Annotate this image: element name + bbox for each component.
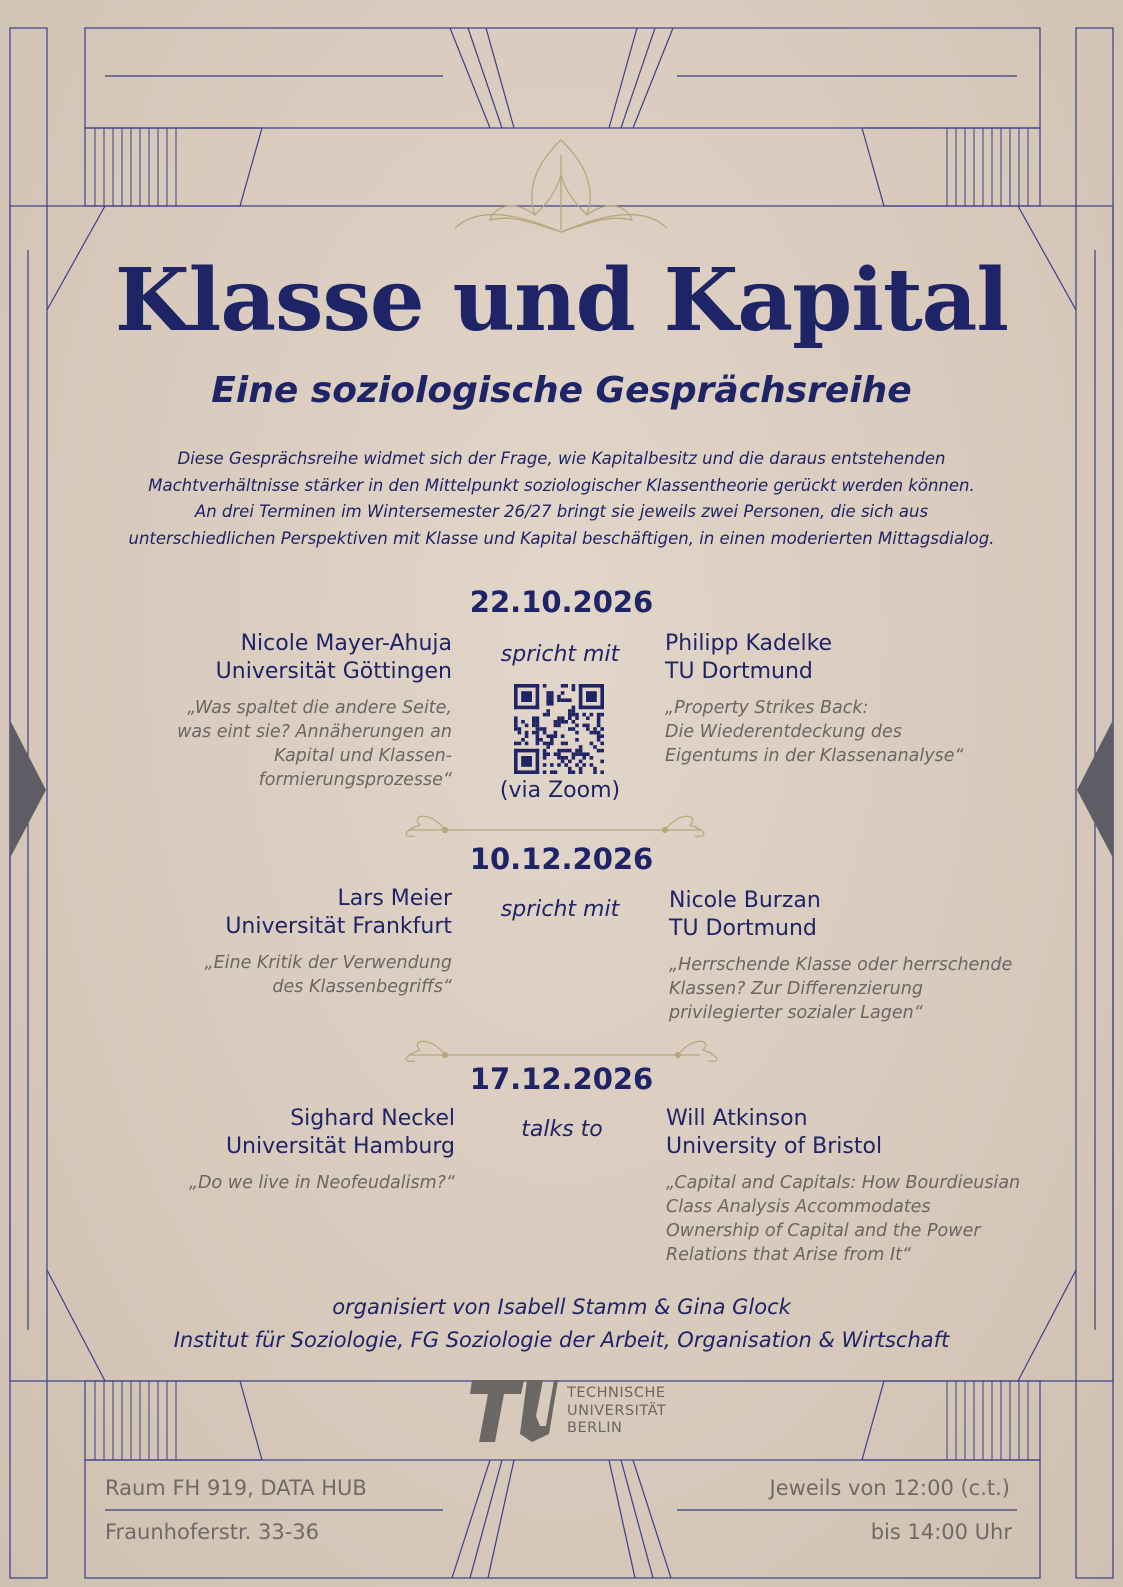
talk-line: „Property Strikes Back:	[665, 698, 869, 718]
intro-text	[90, 446, 1033, 552]
connector-text: spricht mit	[500, 642, 620, 667]
talk-line: des Klassenbegriffs“	[272, 977, 452, 997]
intro-line: Machtverhältnisse stärker in den Mittelpunkt soziologischer Klassentheorie gerückt werden können.	[148, 475, 975, 495]
talk-title	[65, 1171, 455, 1195]
talk-line: was eint sie? Annäherungen an	[177, 722, 452, 742]
speaker-right	[669, 887, 1069, 1025]
talk-line: Relations that Arise from It“	[666, 1245, 912, 1265]
talk-line: Class Analysis Accommodates	[666, 1197, 931, 1217]
talk-line: Ownership of Capital and the Power	[666, 1221, 981, 1241]
wordmark-line: BERLIN	[567, 1420, 623, 1436]
talk-title	[62, 696, 452, 792]
intro-line: Diese Gesprächsreihe widmet sich der Frage, wie Kapitalbesitz und die daraus entstehenden	[177, 449, 946, 468]
speaker-right	[666, 1105, 1066, 1267]
footer-address: Fraunhoferstr. 33-36	[105, 1520, 320, 1544]
talk-line: „Capital and Capitals: How Bourdieusian	[666, 1173, 1021, 1193]
footer-time-from: Jeweils von 12:00 (c.t.)	[769, 1476, 1010, 1500]
footer-time-to: bis 14:00 Uhr	[870, 1520, 1012, 1544]
organizer-line: organisiert von Isabell Stamm & Gina Glock	[332, 1295, 791, 1319]
event-date: 10.12.2026	[469, 842, 654, 876]
talk-line: Die Wiederentdeckung des	[665, 722, 902, 742]
speaker-name: Will Atkinson	[666, 1106, 808, 1131]
speaker-name: Nicole Burzan	[669, 888, 821, 913]
intro-line: An drei Terminen im Wintersemester 26/27 bringt sie jeweils zwei Personen, die sich aus	[194, 502, 929, 521]
page-subtitle: Eine soziologische Gesprächsreihe	[211, 370, 912, 411]
speaker-left	[62, 630, 452, 792]
speaker-affiliation: TU Dortmund	[669, 916, 817, 941]
speaker-name: Sighard Neckel	[290, 1106, 455, 1131]
talk-line: Eigentums in der Klassenanalyse“	[665, 746, 964, 766]
zoom-label: (via Zoom)	[499, 778, 621, 803]
talk-line: „Eine Kritik der Verwendung	[204, 953, 452, 973]
speaker-affiliation: TU Dortmund	[665, 659, 813, 684]
talk-line: Klassen? Zur Differenzierung	[669, 979, 923, 999]
speaker-affiliation: University of Bristol	[666, 1134, 883, 1159]
footer-room: Raum FH 919, DATA HUB	[105, 1476, 367, 1500]
wordmark-line: UNIVERSITÄT	[567, 1402, 667, 1419]
event-date: 17.12.2026	[469, 1062, 654, 1096]
talk-line: „Do we live in Neofeudalism?“	[188, 1173, 455, 1193]
speaker-name: Philipp Kadelke	[665, 631, 833, 656]
speaker-affiliation: Universität Göttingen	[215, 659, 452, 684]
talk-title	[669, 953, 1069, 1025]
talk-title	[666, 1171, 1066, 1267]
talk-title	[665, 696, 1065, 768]
talk-line: privilegierter sozialer Lagen“	[669, 1003, 923, 1023]
talk-title	[62, 951, 452, 999]
talk-line: Kapital und Klassen-	[274, 746, 452, 766]
connector-text: spricht mit	[500, 897, 620, 922]
connector-text: talks to	[521, 1117, 603, 1142]
speaker-right	[665, 630, 1065, 768]
speaker-left	[65, 1105, 455, 1195]
tu-berlin-logo-icon	[470, 1378, 560, 1448]
speaker-affiliation: Universität Hamburg	[225, 1134, 455, 1159]
wordmark-line: TECHNISCHE	[567, 1385, 666, 1401]
institute-line: Institut für Soziologie, FG Soziologie der Arbeit, Organisation & Wirtschaft	[173, 1328, 950, 1352]
talk-line: „Was spaltet die andere Seite,	[187, 698, 452, 718]
zoom-qr-code[interactable]	[514, 684, 604, 774]
speaker-name: Lars Meier	[337, 886, 452, 911]
intro-line: unterschiedlichen Perspektiven mit Klasse und Kapital beschäftigen, in einen moderierten Mittagsdialog.	[128, 528, 995, 548]
speaker-left	[62, 885, 452, 999]
speaker-name: Nicole Mayer-Ahuja	[240, 631, 452, 656]
page-title: Klasse und Kapital	[114, 250, 1009, 351]
talk-line: formierungsprozesse“	[258, 770, 452, 790]
event-date: 22.10.2026	[469, 585, 654, 619]
talk-line: „Herrschende Klasse oder herrschende	[669, 955, 1013, 975]
tu-berlin-wordmark	[567, 1385, 666, 1438]
speaker-affiliation: Universität Frankfurt	[225, 914, 452, 939]
